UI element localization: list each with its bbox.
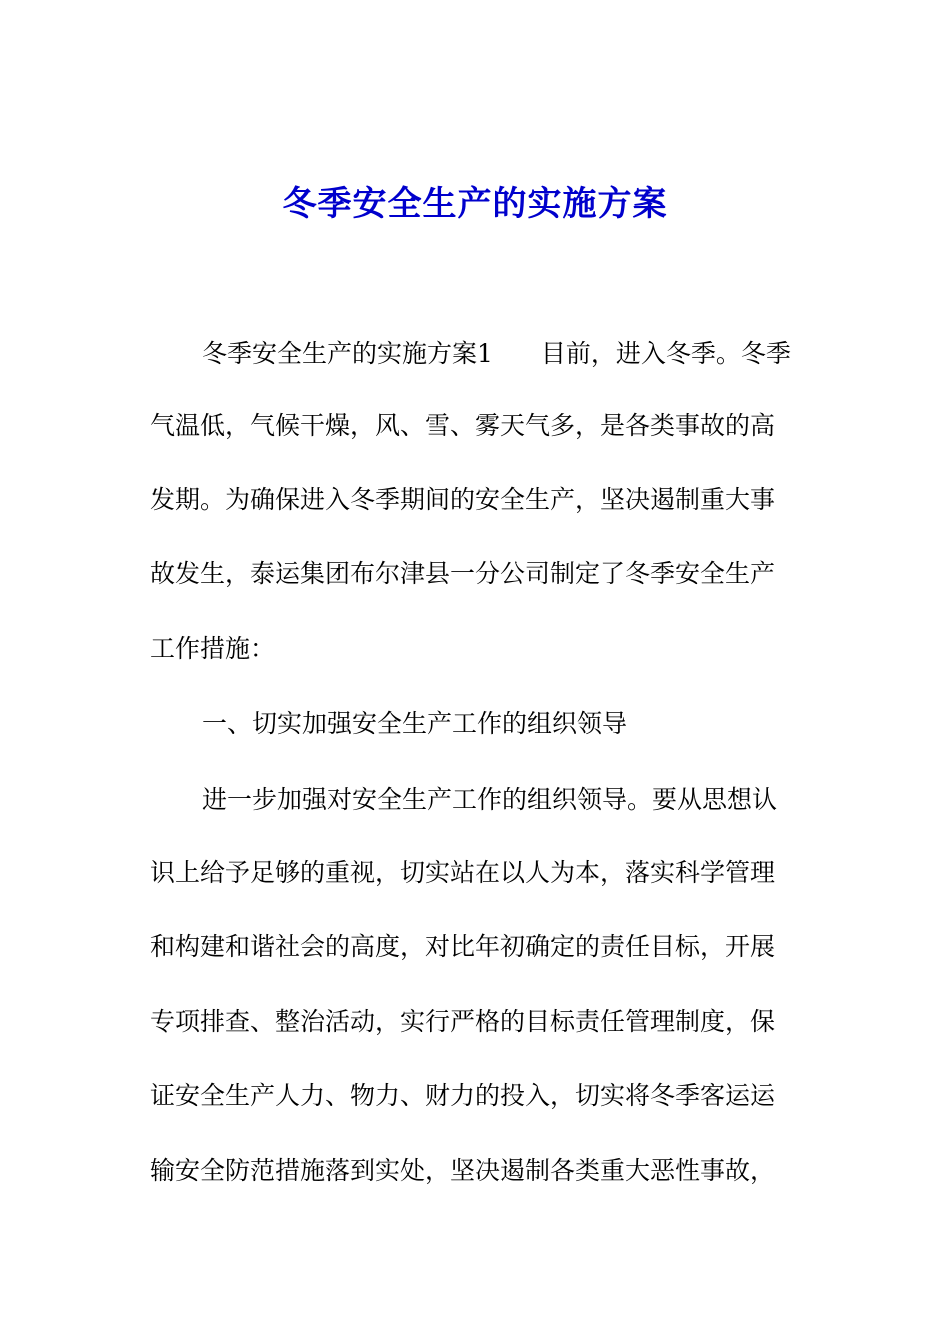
paragraph-line-7: 进一步加强对安全生产工作的组织领导。要从思想认	[202, 785, 778, 814]
paragraph-line-5: 工作措施：	[150, 634, 276, 663]
paragraph-line-10: 专项排查、整治活动，实行严格的目标责任管理制度，保	[150, 1007, 776, 1036]
paragraph-line-3: 发期。为确保进入冬季期间的安全生产，坚决遏制重大事	[150, 485, 776, 514]
paragraph-line-8: 识上给予足够的重视，切实站在以人为本，落实科学管理	[150, 858, 776, 887]
section-heading-label: 冬季安全生产的实施方案1	[202, 339, 493, 368]
paragraph-line-2: 气温低，气候干燥，风、雪、雾天气多，是各类事故的高	[150, 411, 776, 440]
document-title: 冬季安全生产的实施方案	[282, 184, 668, 224]
paragraph-line-11: 证安全生产人力、物力、财力的投入，切实将冬季客运运	[150, 1081, 776, 1110]
paragraph-text: 目前，进入冬季。冬季	[540, 339, 791, 368]
paragraph-line-4: 故发生，泰运集团布尔津县一分公司制定了冬季安全生产	[150, 559, 776, 588]
paragraph-line-9: 和构建和谐社会的高度，对比年初确定的责任目标，开展	[150, 932, 776, 961]
section-heading-1: 一、切实加强安全生产工作的组织领导	[202, 709, 628, 738]
paragraph-line-1	[202, 334, 791, 374]
paragraph-line-12: 输安全防范措施落到实处，坚决遏制各类重大恶性事故，	[150, 1156, 776, 1185]
